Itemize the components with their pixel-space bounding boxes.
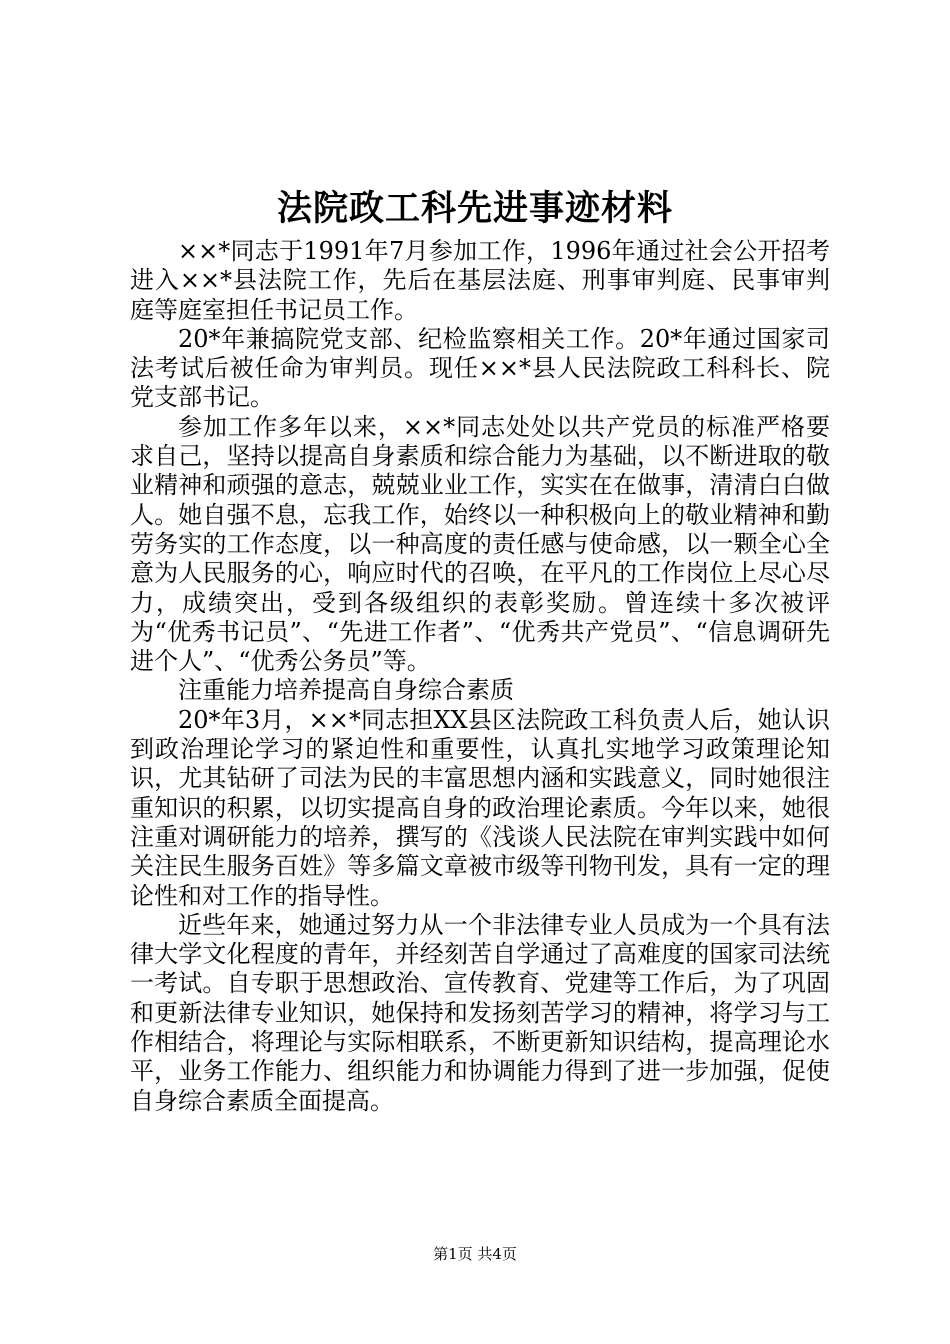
page-title: 法院政工科先进事迹材料 [276, 188, 673, 229]
paragraph-career: 20*年兼搞院党支部、纪检监察相关工作。20*年通过国家司法考试后被任命为审判员。现任××*县人民法院政工科科长、院党支部书记。 [130, 324, 830, 412]
paragraph-dedication: 参加工作多年以来，××*同志处处以共产党员的标准严格要求自己，坚持以提高自身素质和综合能力为基础，以不断进取的敬业精神和顽强的意志，兢兢业业工作，实实在在做事，清清白白做人。她自强不息，忘我工作，始终以一种积极向上的敬业精神和勤劳务实的工作态度，以一种高度的责任感与使命感，以一颗全心全意为人民服务的心，响应时代的召唤，在平凡的工作岗位上尽心尽力，成绩突出，受到各级组织的表彰奖励。曾连续十多次被评为“优秀书记员”、“先进工作者”、“优秀共产党员”、“信息调研先进个人”、“优秀公务员”等。 [130, 412, 830, 676]
paragraph-growth: 近些年来，她通过努力从一个非法律专业人员成为一个具有法律大学文化程度的青年，并经刻苦自学通过了高难度的国家司法统一考试。自专职于思想政治、宣传教育、党建等工作后，为了巩固和更新法律专业知识，她保持和发扬刻苦学习的精神，将学习与工作相结合，将理论与实际相联系，不断更新知识结构，提高理论水平，业务工作能力、组织能力和协调能力得到了进一步加强，促使自身综合素质全面提高。 [130, 910, 830, 1115]
section-heading: 注重能力培养提高自身综合素质 [178, 676, 514, 705]
document-body [130, 237, 830, 1116]
page-number: 第1页 共4页 [433, 1245, 517, 1263]
paragraph-study: 20*年3月，××*同志担XX县区法院政工科负责人后，她认识到政治理论学习的紧迫性和重要性，认真扎实地学习政策理论知识，尤其钻研了司法为民的丰富思想内涵和实践意义，同时她很注重知识的积累，以切实提高自身的政治理论素质。今年以来，她很注重对调研能力的培养，撰写的《浅谈人民法院在审判实践中如何关注民生服务百姓》等多篇文章被市级等刊物刊发，具有一定的理论性和对工作的指导性。 [130, 705, 830, 910]
paragraph-intro: ××*同志于1991年7月参加工作，1996年通过社会公开招考进入××*县法院工作，先后在基层法庭、刑事审判庭、民事审判庭等庭室担任书记员工作。 [130, 237, 830, 324]
